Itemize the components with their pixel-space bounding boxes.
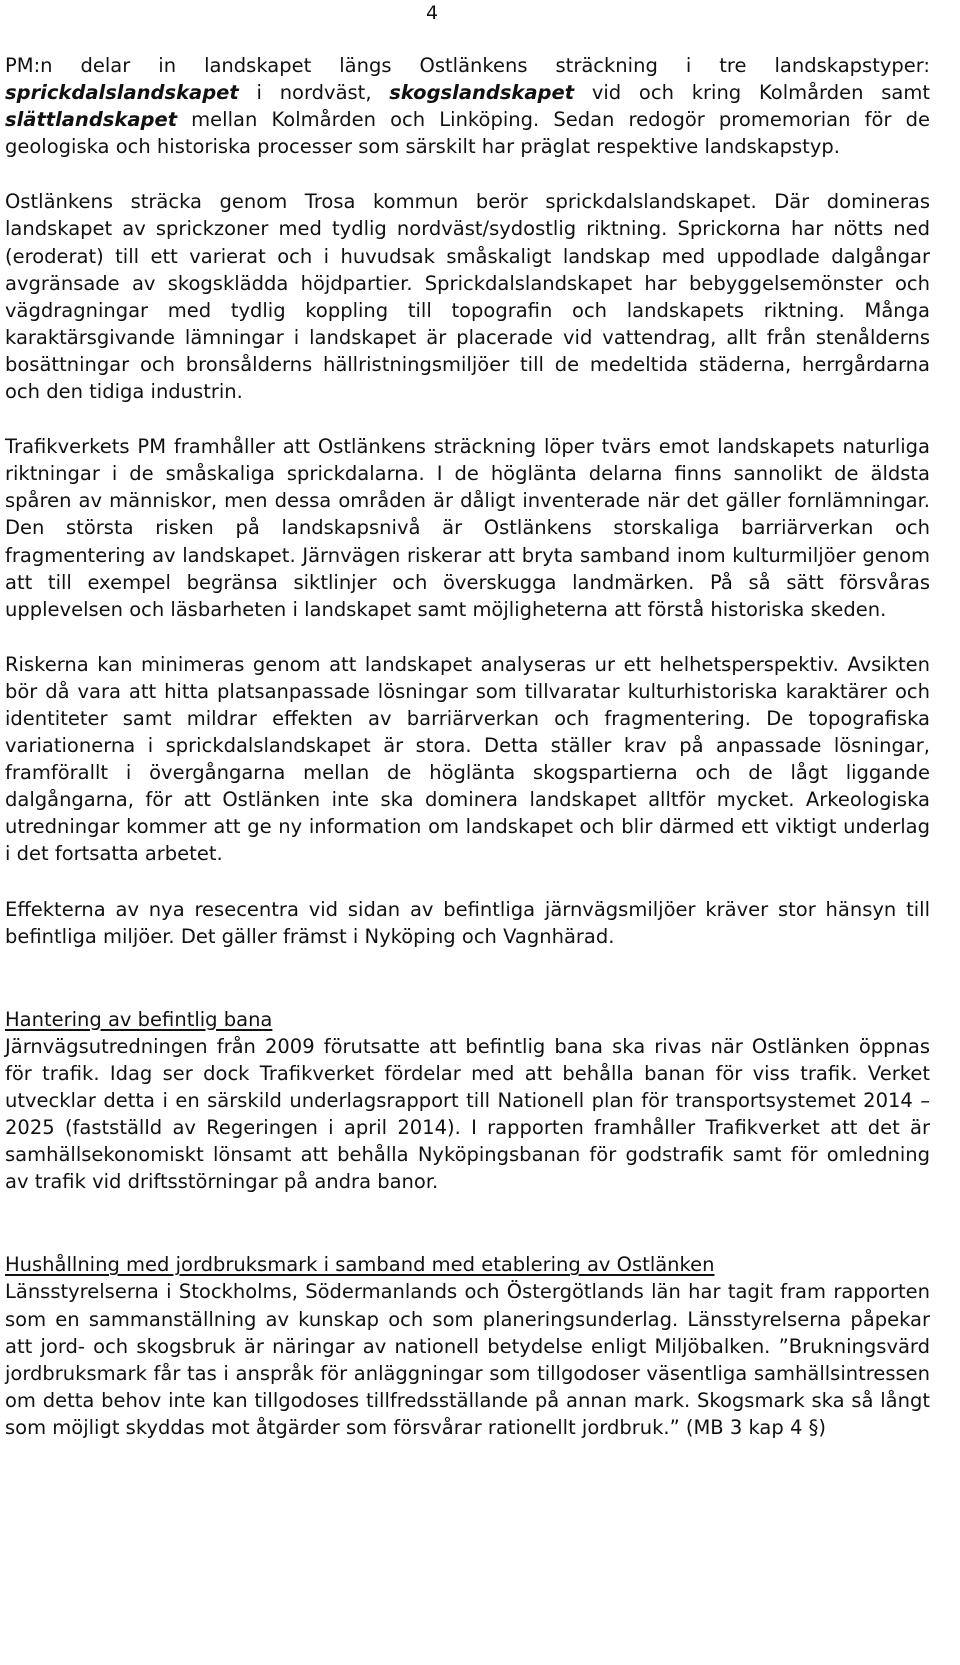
intro-text-4: mellan Kolmården och Linköping. Sedan redogör promemorian för de geologiska och historiska processer som särskilt har präglat respektive landskapstyp. — [5, 108, 930, 159]
section-befintlig-bana — [5, 1006, 930, 1196]
term-sprickdalslandskapet: sprickdalslandskapet — [5, 81, 239, 105]
intro-text-2: i nordväst, — [238, 81, 390, 105]
term-slattlandskapet: slättlandskapet — [5, 108, 178, 132]
paragraph-trosa: Ostlänkens sträcka genom Trosa kommun berör sprickdalslandskapet. Där domineras landskapet av sprickzoner med tydlig nordväst/sydostlig riktning. Sprickorna har nötts ned (eroderat) till ett varierat och i huvudsak småskaligt landskap med uppodlade dalgångar avgränsade av skogsklädda höjdpartier. Sprickdalslandskapet har bebyggelsemönster och vägdragningar med tydlig koppling till topografin och landskapets riktning. Många karaktärsgivande lämningar i landskapet är placerade vid vattendrag, allt från stenålderns bosättningar och bronsålderns hällristningsmiljöer till de medeltida städerna, herrgårdarna och den tidiga industrin. — [5, 190, 930, 404]
section-jordbruksmark — [5, 1251, 930, 1441]
paragraph-resecentra: Effekterna av nya resecentra vid sidan av befintliga järnvägsmiljöer kräver stor hänsyn till befintliga miljöer. Det gäller främst i Nyköping och Vagnhärad. — [5, 897, 930, 948]
intro-text-1: PM:n delar in landskapet längs Ostlänkens sträckning i tre landskapstyper: — [5, 54, 930, 77]
paragraph-risker: Riskerna kan minimeras genom att landskapet analyseras ur ett helhetsperspektiv. Avsikten bör då vara att hitta platsanpassade lösningar som tillvaratar kulturhistoriska karaktärer och identiteter samt mildrar effekten av barriärverkan och fragmentering. De topografiska variationerna i sprickdalslandskapet är stora. Detta ställer krav på anpassade lösningar, framförallt i övergångarna mellan de höglänta skogspartierna och de lågt liggande dalgångarna, för att Ostlänken inte ska dominera landskapet alltför mycket. Arkeologiska utredningar kommer att ge ny information om landskapet och blir därmed ett viktigt underlag i det fortsatta arbetet. — [5, 652, 930, 866]
document-body — [5, 52, 930, 1441]
section-body-jordbruksmark: Länsstyrelserna i Stockholms, Södermanlands och Östergötlands län har tagit fram rapporten som en sammanställning av kunskap och som planeringsunderlag. Länsstyrelserna påpekar att jord- och skogsbruk är näringar av nationell betydelse enligt Miljöbalken. ”Brukningsvärd jordbruksmark får tas i anspråk för anläggningar som tillgodoser väsentliga samhällsintressen om detta behov inte kan tillgodoses tillfredsställande på annan mark. Skogsmark ska så långt som möjligt skyddas mot åtgärder som försvårar rationellt jordbruk.” (MB 3 kap 4 §) — [5, 1280, 930, 1439]
page-number: 4 — [426, 2, 439, 24]
intro-paragraph — [5, 52, 930, 160]
term-skogslandskapet: skogslandskapet — [389, 81, 575, 105]
intro-text-3: vid och kring Kolmården samt — [574, 81, 930, 105]
section-heading-befintlig-bana: Hantering av befintlig bana — [5, 1007, 273, 1031]
paragraph-trafikverket-pm: Trafikverkets PM framhåller att Ostlänkens sträckning löper tvärs emot landskapets naturliga riktningar i de småskaliga sprickdalarna. I de höglänta delarna finns sannolikt de äldsta spåren av människor, men dessa områden är dåligt inventerade när det gäller fornlämningar. Den största risken på landskapsnivå är Ostlänkens storskaliga barriärverkan och fragmentering av landskapet. Järnvägen riskerar att bryta samband inom kulturmiljöer genom att till exempel begränsa siktlinjer och överskugga landmärken. På så sätt försvåras upplevelsen och läsbarheten i landskapet samt möjligheterna att förstå historiska skeden. — [5, 435, 930, 621]
section-heading-jordbruksmark: Hushållning med jordbruksmark i samband med etablering av Ostlänken — [5, 1253, 715, 1277]
section-body-befintlig-bana: Järnvägsutredningen från 2009 förutsatte att befintlig bana ska rivas när Ostlänken öppnas för trafik. Idag ser dock Trafikverket fördelar med att behålla banan för viss trafik. Verket utvecklar detta i en särskild underlagsrapport till Nationell plan för transportsystemet 2014 – 2025 (fastställd av Regeringen i april 2014). I rapporten framhåller Trafikverket att det är samhällsekonomiskt lönsamt att behålla Nyköpingsbanan för godstrafik samt för omledning av trafik vid driftsstörningar på andra banor. — [5, 1034, 930, 1194]
